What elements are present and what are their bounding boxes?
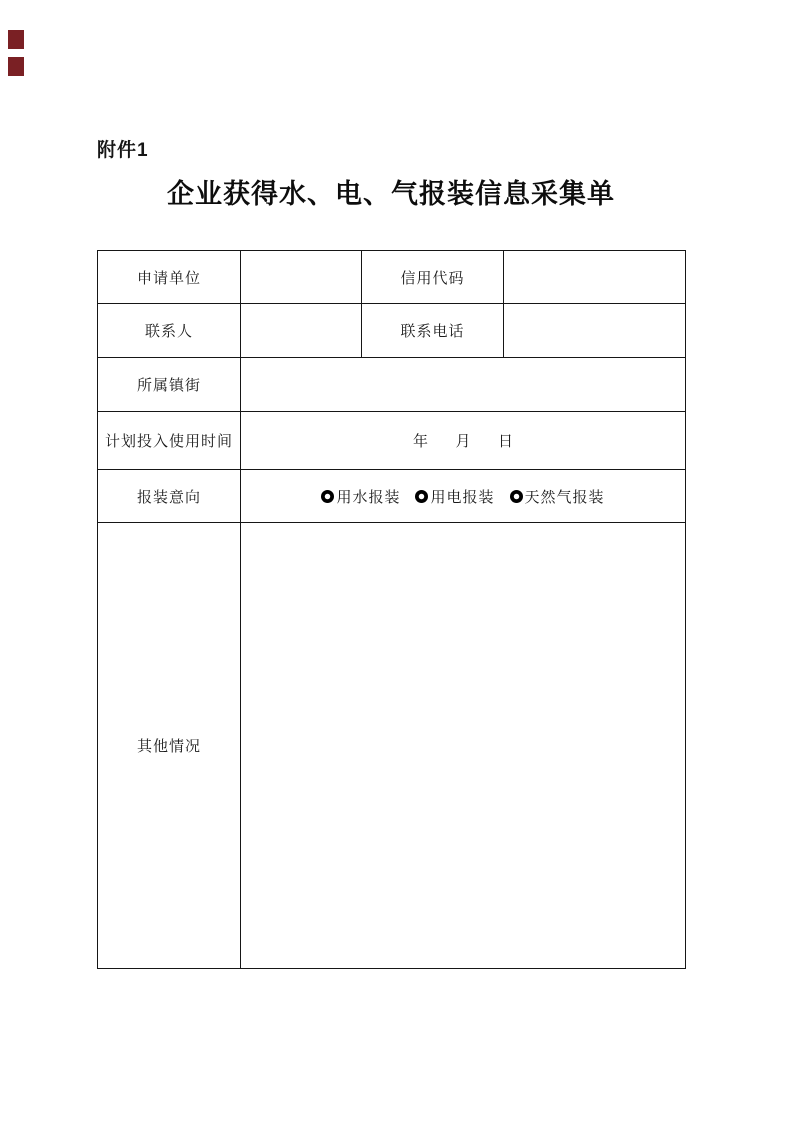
applicant-label: 申请单位: [98, 251, 241, 304]
table-row: [98, 470, 686, 523]
intention-options-cell: [241, 470, 686, 523]
info-collection-table: [97, 250, 686, 969]
page-title: 企业获得水、电、气报装信息采集单: [167, 179, 615, 209]
option-gas: [510, 486, 605, 507]
township-value-cell: [241, 358, 686, 412]
scan-corner-mark: [8, 30, 24, 49]
table-row: [98, 358, 686, 412]
table-row: [98, 304, 686, 358]
option-electricity: [415, 486, 494, 507]
option-water: [321, 486, 400, 507]
contact-label: 联系人: [98, 304, 241, 358]
planned-time-label: 计划投入使用时间: [98, 412, 241, 470]
scan-corner-mark: [8, 57, 24, 76]
table-row: [98, 523, 686, 969]
table-row: [98, 251, 686, 304]
phone-label: 联系电话: [362, 304, 504, 358]
planned-time-value-cell: [241, 412, 686, 470]
other-value-cell: [241, 523, 686, 969]
date-placeholder-text: 年 月 日: [412, 434, 513, 450]
table-row: [98, 412, 686, 470]
option-gas-label: 天然气报装: [524, 489, 605, 506]
credit-code-value-cell: [504, 251, 686, 304]
radio-filled-icon: [415, 490, 428, 503]
option-electricity-label: 用电报装: [430, 489, 495, 506]
phone-value-cell: [504, 304, 686, 358]
option-water-label: 用水报装: [336, 489, 401, 506]
contact-value-cell: [241, 304, 362, 358]
other-label: 其他情况: [98, 523, 241, 969]
radio-filled-icon: [321, 490, 334, 503]
attachment-label: 附件1: [97, 140, 149, 161]
radio-filled-icon: [510, 490, 523, 503]
township-label: 所属镇街: [98, 358, 241, 412]
applicant-value-cell: [241, 251, 362, 304]
credit-code-label: 信用代码: [362, 251, 504, 304]
intention-label: 报装意向: [98, 470, 241, 523]
intention-options: [241, 486, 685, 507]
